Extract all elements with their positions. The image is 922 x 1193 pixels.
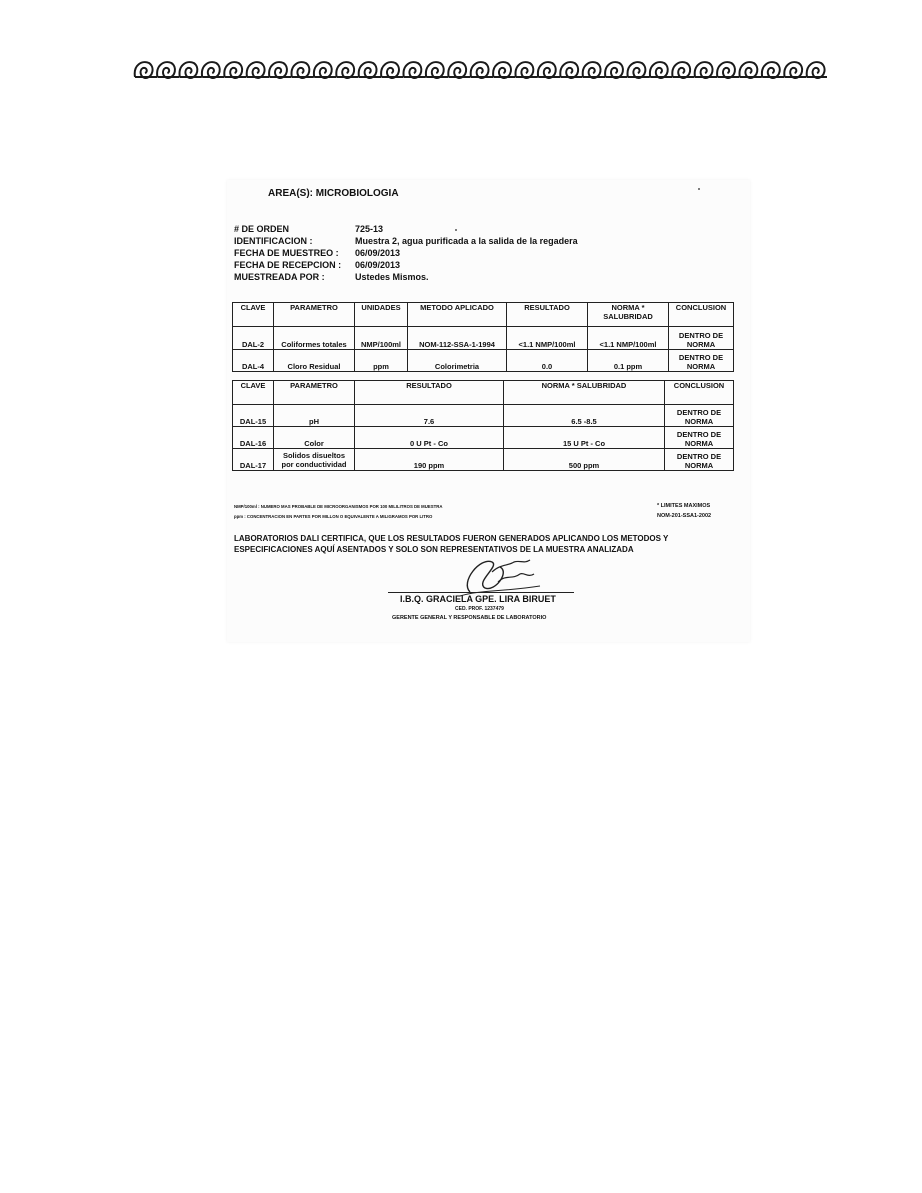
- cell-norma: <1.1 NMP/100ml: [588, 327, 669, 350]
- spiral-ornament: [493, 62, 515, 78]
- signature-line: [388, 592, 574, 593]
- spiral-ornament: [426, 62, 448, 78]
- spiral-ornament: [359, 62, 381, 78]
- spiral-ornament: [538, 62, 560, 78]
- spiral-ornament: [269, 62, 291, 78]
- spiral-ornament: [807, 62, 827, 78]
- cell-metodo: Colorimetria: [408, 350, 507, 372]
- cell-clave: DAL-16: [233, 427, 274, 449]
- spiral-ornament: [560, 62, 582, 78]
- header-cell: PARAMETRO: [274, 381, 355, 405]
- spiral-ornament: [247, 62, 269, 78]
- spiral-ornament: [471, 62, 493, 78]
- table-header-row: [233, 381, 734, 405]
- note-nom: NOM-201-SSA1-2002: [657, 513, 712, 519]
- header-cell: CLAVE: [233, 381, 274, 405]
- signer-role: GERENTE GENERAL Y RESPONSABLE DE LABORATORIO: [392, 615, 547, 621]
- spiral-ornament: [516, 62, 538, 78]
- cell-unidades: ppm: [355, 350, 408, 372]
- cell-resultado: 190 ppm: [355, 449, 504, 471]
- physicochemical-results-table: [232, 380, 734, 471]
- header-cell: NORMA * SALUBRIDAD: [588, 303, 669, 327]
- meta-row-identification: IDENTIFICACION : Muestra 2, agua purificada a la salida de la regadera: [234, 236, 578, 246]
- cell-resultado: 0.0: [507, 350, 588, 372]
- cell-conclusion: DENTRO DE NORMA: [669, 350, 734, 372]
- order-metadata: [234, 223, 578, 283]
- microbiology-results-table: [232, 302, 734, 372]
- spiral-ornament: [381, 62, 403, 78]
- cell-clave: DAL-15: [233, 405, 274, 427]
- scan-speck: [698, 188, 700, 190]
- cell-clave: DAL-4: [233, 350, 274, 372]
- decorative-spiral-border: [133, 58, 827, 84]
- header-cell: CONCLUSION: [665, 381, 734, 405]
- cell-clave: DAL-17: [233, 449, 274, 471]
- spiral-ornament: [336, 62, 358, 78]
- cell-resultado: 0 U Pt - Co: [355, 427, 504, 449]
- cell-conclusion: DENTRO DE NORMA: [665, 427, 734, 449]
- table-row: [233, 449, 734, 471]
- spiral-ornament: [180, 62, 202, 78]
- signer-name: I.B.Q. GRACIELA GPE. LIRA BIRUET: [400, 594, 556, 604]
- cell-norma: 500 ppm: [504, 449, 665, 471]
- cell-resultado: <1.1 NMP/100ml: [507, 327, 588, 350]
- header-cell: METODO APLICADO: [408, 303, 507, 327]
- cell-conclusion: DENTRO DE NORMA: [665, 449, 734, 471]
- cell-conclusion: DENTRO DE NORMA: [665, 405, 734, 427]
- header-cell: PARAMETRO: [274, 303, 355, 327]
- table-header-row: [233, 303, 734, 327]
- cell-conclusion: DENTRO DE NORMA: [669, 327, 734, 350]
- signer-cedula: CED. PROF. 1237479: [455, 606, 504, 612]
- cell-norma: 6.5 -8.5: [504, 405, 665, 427]
- cell-parametro: Solidos disueltos por conductividad: [274, 449, 355, 471]
- note-nmp: NMP/100ml : NUMERO MAS PROBABLE DE MICROORGANISMOS POR 100 MILILITROS DE MUESTRA: [234, 504, 443, 509]
- note-ppm: ppm : CONCENTRACION EN PARTES POR MILLON O EQUIVALENTE A MILIGRAMOS POR LITRO: [234, 514, 433, 519]
- spiral-ornament: [695, 62, 717, 78]
- spiral-ornament: [672, 62, 694, 78]
- header-cell: RESULTADO: [355, 381, 504, 405]
- spiral-ornament: [583, 62, 605, 78]
- header-cell: UNIDADES: [355, 303, 408, 327]
- cell-norma: 15 U Pt - Co: [504, 427, 665, 449]
- cell-clave: DAL-2: [233, 327, 274, 350]
- spiral-ornament: [404, 62, 426, 78]
- header-cell: RESULTADO: [507, 303, 588, 327]
- header-cell: NORMA * SALUBRIDAD: [504, 381, 665, 405]
- table-row: [233, 427, 734, 449]
- table-row: [233, 350, 734, 372]
- cell-parametro: Color: [274, 427, 355, 449]
- cell-unidades: NMP/100ml: [355, 327, 408, 350]
- cell-resultado: 7.6: [355, 405, 504, 427]
- meta-row-sampling-date: FECHA DE MUESTREO : 06/09/2013: [234, 248, 401, 258]
- table-row: [233, 327, 734, 350]
- spiral-ornament: [717, 62, 739, 78]
- note-limites: * LIMITES MAXIMOS: [657, 503, 711, 509]
- spiral-ornament: [448, 62, 470, 78]
- header-cell: CLAVE: [233, 303, 274, 327]
- cell-metodo: NOM-112-SSA-1-1994: [408, 327, 507, 350]
- cell-parametro: pH: [274, 405, 355, 427]
- certification-statement: LABORATORIOS DALI CERTIFICA, QUE LOS RESULTADOS FUERON GENERADOS APLICANDO LOS METODOS Y ESPECIFICACIONES AQUÍ ASENTADOS Y SOLO SON REPRESENTATIVOS DE LA MUESTRA ANALIZADA: [234, 534, 669, 554]
- cell-parametro: Coliformes totales: [274, 327, 355, 350]
- spiral-ornament: [224, 62, 246, 78]
- header-cell: CONCLUSION: [669, 303, 734, 327]
- spiral-ornament: [157, 62, 179, 78]
- spiral-ornament: [628, 62, 650, 78]
- area-heading: AREA(S): MICROBIOLOGIA: [268, 188, 399, 199]
- spiral-ornament: [292, 62, 314, 78]
- meta-row-sampled-by: MUESTREADA POR : Ustedes Mismos.: [234, 272, 429, 282]
- cell-parametro: Cloro Residual: [274, 350, 355, 372]
- spiral-ornament: [605, 62, 627, 78]
- meta-row-reception-date: FECHA DE RECEPCION : 06/09/2013: [234, 260, 401, 270]
- spiral-ornament: [784, 62, 806, 78]
- spiral-ornament: [135, 62, 157, 78]
- meta-row-order: # DE ORDEN 725-13: [234, 224, 384, 234]
- spiral-ornament: [314, 62, 336, 78]
- spiral-ornament: [762, 62, 784, 78]
- spiral-ornament: [202, 62, 224, 78]
- cell-norma: 0.1 ppm: [588, 350, 669, 372]
- spiral-ornament: [650, 62, 672, 78]
- table-row: [233, 405, 734, 427]
- spiral-ornament: [740, 62, 762, 78]
